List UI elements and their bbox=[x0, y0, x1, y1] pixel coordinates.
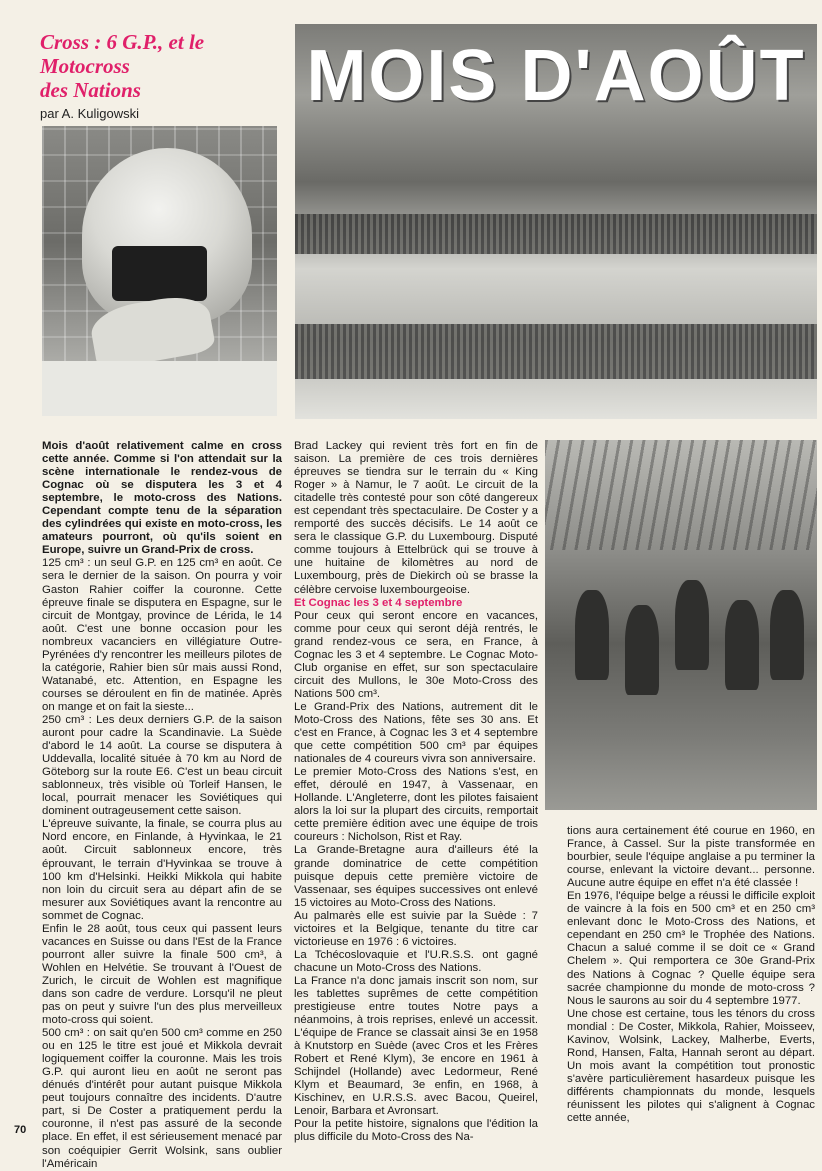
crowd-band bbox=[295, 324, 817, 379]
paragraph-250: 250 cm³ : Les deux derniers G.P. de la saison auront pour cadre la Scandinavie. La Suède d'abord le 14 août. La course se disputera à Uddevalla, localité située à 70 km au Nord de Göteborg sur la route E6. C'est un beau circuit sablonneux, très visible où Torleif Hansen, le local, pourrait menacer les Soviétiques qui dominent outrageusement cette saison. bbox=[42, 713, 282, 818]
column-3 bbox=[567, 825, 815, 1125]
paragraph-cognac: Pour ceux qui seront encore en vacances, comme pour ceux qui seront déjà rentrés, le grand rendez-vous ce sera, en France, à Cognac les 3 et 4 septembre. Le Cognac Moto-Club organise en effet, sur son spectaculaire circuit des Mullons, le 30e Moto-Cross des Nations 500 cm³. bbox=[294, 609, 538, 700]
banner-heading: MOIS D'AOÛT bbox=[306, 36, 806, 116]
byline: par A. Kuligowski bbox=[40, 106, 139, 121]
rider-figure bbox=[675, 580, 709, 670]
trees-background bbox=[545, 440, 817, 550]
paragraph-grand-prix: Le Grand-Prix des Nations, autrement dit le Moto-Cross des Nations, fête ses 30 ans. Et c'est en France, à Cognac les 3 et 4 septembre que cette compétition 500 cm³ par équipes nationales de 4 coureurs vivra son anniversaire. bbox=[294, 700, 538, 766]
column-1 bbox=[42, 440, 282, 1171]
rider-portrait-photo bbox=[42, 126, 277, 416]
paragraph-great-britain: La Grande-Bretagne aura d'ailleurs été la grande dominatrice de cette compétition puisque depuis cette première victoire de Vassenaar, ses équipes successives ont enlevé 15 victoires au Moto-Cross des Nations. bbox=[294, 844, 538, 909]
rider-figure bbox=[575, 590, 609, 680]
paragraph-cassel: tions aura certainement été courue en 1960, en France, à Cassel. Sur la piste transformée en bourbier, seule l'équipe anglaise a pu terminer la course, enlevant la victoire devant... personne. Aucune autre équipe en effet n'a été classée ! bbox=[567, 825, 815, 890]
crowd-circuit-photo bbox=[295, 24, 817, 419]
paragraph-lackey: Brad Lackey qui revient très fort en fin de saison. La première de ces trois dernières épreuves se tiendra sur le terrain du « King Roger » à Namur, le 7 août. Le circuit de la citadelle très contesté pour son côté dangereux est cependant très spectaculaire. De Coster y a remporté des succès décisifs. Le 14 août ce sera le classique G.P. du Luxembourg. Disputé comme toujours à Ettelbrück qui se trouve à une huitaine de kilomètres au nord de Luxembourg, près de Diekirch où se brasse la célèbre cervoise luxembourgeoise. bbox=[294, 440, 538, 596]
rider-figure bbox=[770, 590, 804, 680]
paragraph-1976: En 1976, l'équipe belge a réussi le difficile exploit de vaincre à la fois en 500 cm³ et en 250 cm³ enlevant donc le Moto-Cross des Nations, et cependant en 250 cm³ le Trophée des Nations. Chacun a salué comme il se doit ce « Grand Chelem ». Qui remportera ce 30e Grand-Prix des Nations à Cognac ? Quelle équipe sera sacrée championne du monde de moto-cross ? Nous le saurons au soir du 4 septembre 1977. bbox=[567, 890, 815, 1007]
page-number: 70 bbox=[14, 1124, 27, 1136]
paragraph-wohlen: Enfin le 28 août, tous ceux qui passent leurs vacances en Suisse ou dans l'Est de la France pourront aller suivre la finale 500 cm³, à Wohlen en Helvétie. Se trouvant à l'Ouest de Zurich, le circuit de Wohlen est magnifique dans son cadre de verdure. Lorsqu'il ne pleut pas on peut y suivre l'un des plus merveilleux moto-cross qui soient. bbox=[42, 922, 282, 1027]
paragraph-france: La France n'a donc jamais inscrit son nom, sur les tablettes suprêmes de cette compétition prestigieuse entre toutes Notre pays a néanmoins, à trois reprises, enlevé un accessit. L'équipe de France se classait ainsi 3e en 1958 à Knutstorp en Suède (avec Cros et les Frères Robert et René Klym), 3e encore en 1961 à Schijndel (Hollande) avec Ledormeur, René Klym et Beaumard, 3e enfin, en 1968, à Kischinev, en U.R.S.S. avec Bacou, Queirel, Lenoir, Barbara et Avronsart. bbox=[294, 974, 538, 1118]
paragraph-125: 125 cm³ : un seul G.P. en 125 cm³ en août. Ce sera le dernier de la saison. On pourra y voir Gaston Rahier coiffer la couronne. Cette épreuve finale se disputera en Espagne, sur le circuit de Montgay, province de Lérida, le 14 août. C'est une bonne occasion pour les nombreux vacanciers en villégiature Outre-Pyrénées d'y rencontrer les meilleurs pilotes de la catégorie, Rahier bien sûr mais aussi Rond, Watanabé, etc. Attention, en Espagne les courses se déroulent en fin de matinée. Après on mange et on fait la sieste... bbox=[42, 557, 282, 713]
paragraph-petite-histoire: Pour la petite histoire, signalons que l'édition la plus difficile du Moto-Cross des Na- bbox=[294, 1118, 538, 1144]
paragraph-tenors: Une chose est certaine, tous les ténors du cross mondial : De Coster, Mikkola, Rahier, Moisseev, Kavinov, Wolsink, Lackey, Malherbe, Everts, Rond, Hansen, Falta, Hannah seront au départ. Un mois avant la compétition tout pronostic s'avère particulièrement hasardeux puisque les différents championnats du monde, lesquels réunissent les pilotes qui s'alignent à Cognac cette année, bbox=[567, 1007, 815, 1125]
subheading: Et Cognac les 3 et 4 septembre bbox=[294, 596, 463, 609]
paragraph-first-edition: Le premier Moto-Cross des Nations s'est, en effet, déroulé en 1947, à Vassenaar, en Hollande. L'Angleterre, dont les pilotes faisaient alors la loi sur la plupart des circuits, remportait cette première édition avec une équipe de trois coureurs : Nicholson, Rist et Ray. bbox=[294, 766, 538, 844]
visor-shape bbox=[112, 246, 207, 301]
article-title bbox=[40, 30, 285, 102]
rider-figure bbox=[725, 600, 759, 690]
title-line: des Nations bbox=[40, 78, 141, 102]
paragraph-palmares: Au palmarès elle est suivie par la Suède : 7 victoires et la Belgique, tenante du titre car victorieuse en 1976 : 6 victoires. bbox=[294, 909, 538, 948]
paragraph-finale: L'épreuve suivante, la finale, se courra plus au Nord encore, en Finlande, à Hyvinkaa, le 21 août. Circuit sablonneux encore, très éprouvant, le terrain d'Hyvinkaa se trouve à 100 km d'Helsinki. Heikki Mikkola qui habite non loin du circuit sera au départ afin de se mesurer aux Soviétiques avant la rencontre au sommet de Cognac. bbox=[42, 818, 282, 922]
paragraph-tchecoslovaquie: La Tchécoslovaquie et l'U.R.S.S. ont gagné chacune un Moto-Cross des Nations. bbox=[294, 948, 538, 974]
race-start-photo bbox=[545, 440, 817, 810]
column-2 bbox=[294, 440, 538, 1145]
rider-figure bbox=[625, 605, 659, 695]
lead-paragraph: Mois d'août relativement calme en cross cette année. Comme si l'on attendait sur la scène internationale le rendez-vous de Cognac où se disputera les 3 et 4 septembre, le moto-cross des Nations. Cependant compte tenu de la séparation des cylindrées qui existe en moto-cross, les amateurs pourront, où qu'ils soient en Europe, suivre un Grand-Prix de cross. bbox=[42, 440, 282, 557]
crowd-band bbox=[295, 214, 817, 254]
title-line: Motocross bbox=[40, 54, 130, 78]
paragraph-500: 500 cm³ : on sait qu'en 500 cm³ comme en 250 ou en 125 le titre est joué et Mikkola devrait logiquement coiffer la couronne. Mais les trois G.P. qui auront lieu en août ne seront pas dénués d'intérêt pour autant puisque Mikkola peut toujours connaître des incidents. D'autre part, si De Coster a pratiquement perdu la couronne, il n'est pas assuré de la seconde place. En effet, il est sérieusement menacé par son coéquipier Gerrit Wolsink, sans oublier l'Américain bbox=[42, 1027, 282, 1170]
jersey-shape bbox=[42, 361, 277, 416]
title-line: Cross : 6 G.P., et le bbox=[40, 30, 205, 54]
